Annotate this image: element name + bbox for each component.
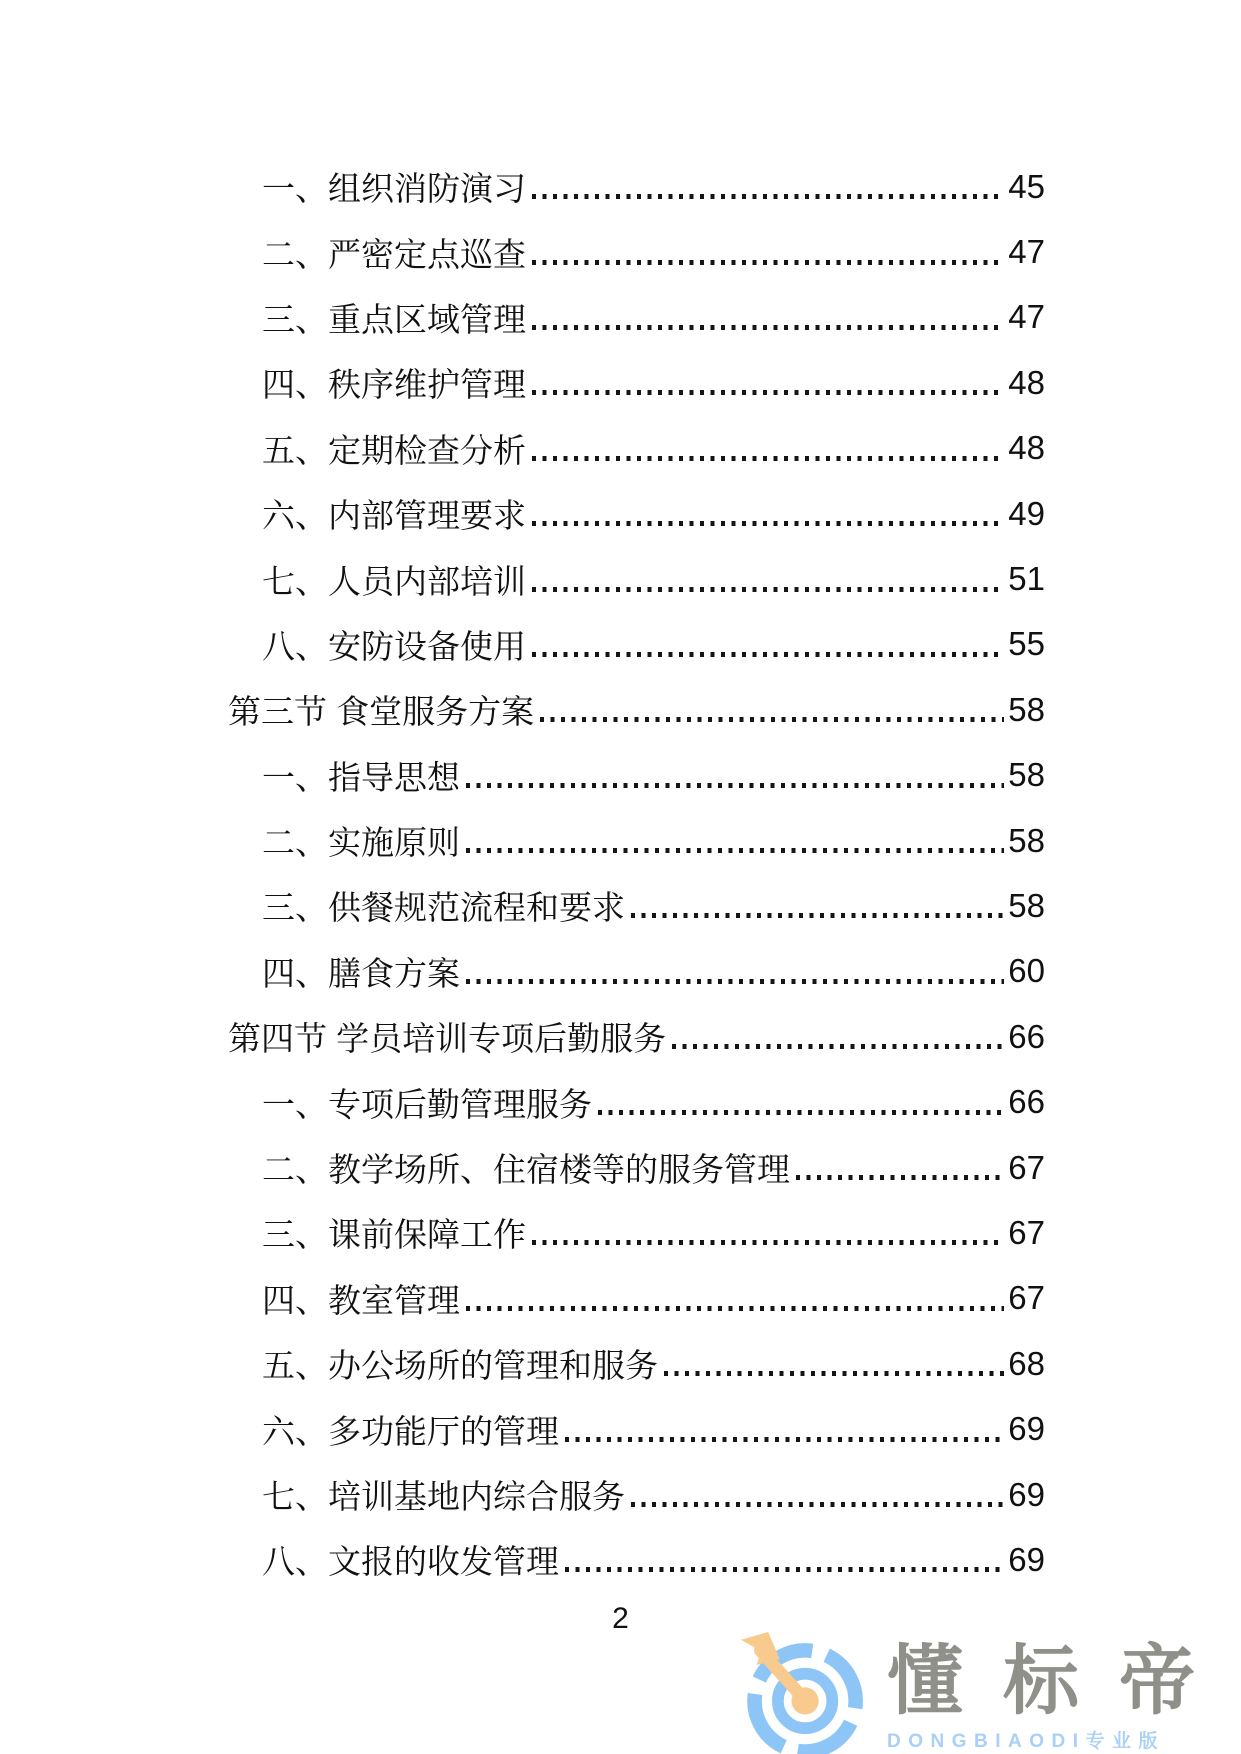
toc-entry-label: 六、多功能厅的管理 xyxy=(262,1412,559,1450)
dot-leader xyxy=(532,456,1004,461)
dot-leader xyxy=(631,913,1004,918)
toc-entry-label: 四、秩序维护管理 xyxy=(262,366,526,404)
toc-entry-label: 二、严密定点巡查 xyxy=(262,235,526,273)
toc-entry-label: 二、教学场所、住宿楼等的服务管理 xyxy=(262,1151,790,1189)
toc-entry[interactable] xyxy=(228,546,1045,611)
toc-entry[interactable] xyxy=(228,1069,1045,1134)
toc-entry-page: 67 xyxy=(1008,1279,1045,1317)
toc-entry-label: 二、实施原则 xyxy=(262,824,460,862)
dot-leader xyxy=(532,1240,1004,1245)
toc-entry-label: 五、定期检查分析 xyxy=(262,431,526,469)
toc-entry-label: 三、重点区域管理 xyxy=(262,300,526,338)
dot-leader xyxy=(565,1567,1004,1572)
toc-entry-label: 三、供餐规范流程和要求 xyxy=(262,889,625,927)
dot-leader xyxy=(466,1306,1004,1311)
toc-entry-page: 58 xyxy=(1008,756,1045,794)
toc-entry[interactable] xyxy=(228,285,1045,350)
toc-entry[interactable] xyxy=(228,1527,1045,1592)
toc-entry[interactable] xyxy=(228,219,1045,284)
toc-entry[interactable] xyxy=(228,416,1045,481)
dot-leader xyxy=(540,717,1004,722)
toc-entry-page: 69 xyxy=(1008,1540,1045,1578)
toc-entry-label: 四、膳食方案 xyxy=(262,954,460,992)
toc-entry[interactable] xyxy=(228,612,1045,677)
toc-entry-label: 一、指导思想 xyxy=(262,758,460,796)
dot-leader xyxy=(796,1175,1004,1180)
toc-entry[interactable] xyxy=(228,808,1045,873)
toc-entry-label: 八、文报的收发管理 xyxy=(262,1543,559,1581)
toc-entry-page: 69 xyxy=(1008,1410,1045,1448)
toc-entry-page: 68 xyxy=(1008,1344,1045,1382)
toc-entry[interactable] xyxy=(228,1004,1045,1069)
toc-entry-page: 67 xyxy=(1008,1213,1045,1251)
toc-entry-label: 八、安防设备使用 xyxy=(262,627,526,665)
toc-entry-page: 48 xyxy=(1008,429,1045,467)
toc-entry[interactable] xyxy=(228,1266,1045,1331)
toc-entry-page: 66 xyxy=(1008,1083,1045,1121)
toc-entry-label: 六、内部管理要求 xyxy=(262,497,526,535)
dot-leader xyxy=(672,1044,1004,1049)
dot-leader xyxy=(532,521,1004,526)
toc-entry[interactable] xyxy=(228,1200,1045,1265)
watermark-text-block xyxy=(887,1639,1235,1753)
toc-entry-label: 第四节 学员培训专项后勤服务 xyxy=(228,1020,667,1058)
dot-leader xyxy=(532,325,1004,330)
toc-entry-page: 69 xyxy=(1008,1475,1045,1513)
toc-entry-page: 49 xyxy=(1008,494,1045,532)
toc-entry[interactable] xyxy=(228,743,1045,808)
toc-entry[interactable] xyxy=(228,873,1045,938)
watermark-subtitle: DONGBIAODI专业版 xyxy=(887,1731,1166,1752)
toc-entry-page: 51 xyxy=(1008,560,1045,598)
toc-entry[interactable] xyxy=(228,481,1045,546)
dot-leader xyxy=(664,1371,1004,1376)
toc-entry-label: 第三节 食堂服务方案 xyxy=(228,693,535,731)
toc-entry[interactable] xyxy=(228,350,1045,415)
toc-entry-page: 58 xyxy=(1008,886,1045,924)
table-of-contents xyxy=(228,154,1045,1593)
dot-leader xyxy=(466,783,1004,788)
toc-entry-label: 七、人员内部培训 xyxy=(262,562,526,600)
toc-entry-page: 66 xyxy=(1008,1017,1045,1055)
toc-entry[interactable] xyxy=(228,154,1045,219)
toc-entry-label: 四、教室管理 xyxy=(262,1281,460,1319)
toc-entry-page: 48 xyxy=(1008,363,1045,401)
toc-entry[interactable] xyxy=(228,677,1045,742)
toc-entry-page: 67 xyxy=(1008,1148,1045,1186)
toc-entry-page: 55 xyxy=(1008,625,1045,663)
toc-entry[interactable] xyxy=(228,1396,1045,1461)
watermark xyxy=(735,1630,1235,1754)
dot-leader xyxy=(598,1110,1004,1115)
dot-leader xyxy=(532,652,1004,657)
toc-entry-page: 60 xyxy=(1008,952,1045,990)
dot-leader xyxy=(631,1502,1004,1507)
toc-entry[interactable] xyxy=(228,939,1045,1004)
dot-leader xyxy=(532,260,1004,265)
page-number: 2 xyxy=(612,1602,629,1635)
toc-entry-label: 一、组织消防演习 xyxy=(262,170,526,208)
dot-leader xyxy=(532,194,1004,199)
dot-leader xyxy=(565,1437,1004,1442)
dot-leader xyxy=(532,390,1004,395)
toc-entry-page: 58 xyxy=(1008,821,1045,859)
toc-entry-label: 三、课前保障工作 xyxy=(262,1216,526,1254)
target-dart-icon xyxy=(735,1630,881,1754)
toc-entry-page: 47 xyxy=(1008,233,1045,271)
toc-entry[interactable] xyxy=(228,1462,1045,1527)
toc-entry-page: 58 xyxy=(1008,690,1045,728)
toc-entry-label: 五、办公场所的管理和服务 xyxy=(262,1347,658,1385)
toc-entry-label: 七、培训基地内综合服务 xyxy=(262,1478,625,1515)
toc-entry-page: 47 xyxy=(1008,298,1045,336)
dot-leader xyxy=(532,587,1004,592)
toc-entry[interactable] xyxy=(228,1135,1045,1200)
dot-leader xyxy=(466,979,1004,984)
toc-entry[interactable] xyxy=(228,1331,1045,1396)
toc-entry-page: 45 xyxy=(1008,167,1045,205)
dot-leader xyxy=(466,848,1004,853)
toc-entry-label: 一、专项后勤管理服务 xyxy=(262,1085,592,1123)
watermark-brand: 懂标帝 xyxy=(887,1639,1235,1724)
